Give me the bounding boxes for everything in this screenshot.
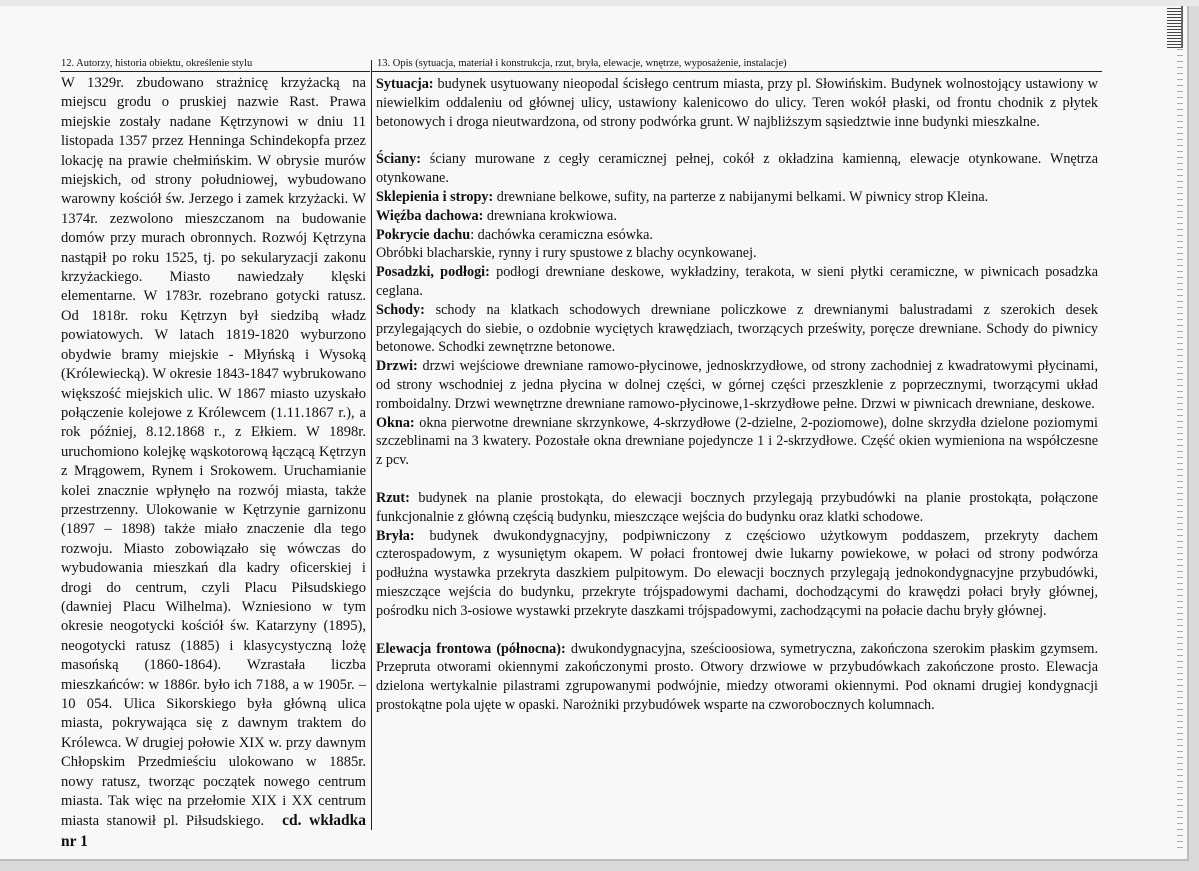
history-column [61, 74, 366, 852]
description-label: Drzwi: [376, 358, 418, 375]
description-paragraph [376, 640, 1098, 715]
description-text: schody na klatkach schodowych drewniane policzkowe z drewnianymi balustradami z szerokich desek przylegających do siebie, o ozdobnie wyciętych krawędziach, tworzących prześwity, poręcze drewniane. Schody do piwnicy betonowe. Schodki zewnętrzne betonowe. [376, 301, 1098, 356]
description-label: Posadzki, podłogi: [376, 264, 490, 281]
description-text: ściany murowane z cegły ceramicznej pełnej, cokół z okładzina kamienną, elewacje otynkowane. Wnętrza otynkowane. [376, 151, 1098, 187]
description-paragraph [376, 75, 1098, 131]
description-label: Sytuacja: [376, 76, 434, 92]
header-rule-right [372, 71, 1102, 72]
description-text: budynek na planie prostokąta, do elewacji bocznych przylegają przybudówki na planie prostokąta, połączone funkcjonalnie z główną częścią budynku, mieszczące wejścia do budynku oraz klatki schodowe. [376, 489, 1098, 525]
description-column [376, 75, 1098, 715]
scan-top-strip [0, 0, 1199, 6]
continuation-note: cd. wkładka nr 1 [61, 812, 366, 850]
section-header-history: 12. Autorzy, historia obiektu, określenie stylu [61, 58, 253, 69]
description-paragraph [376, 150, 1098, 188]
description-paragraph [376, 357, 1098, 413]
description-paragraph [376, 207, 1098, 226]
description-text: : dachówka ceramiczna esówka. [470, 226, 653, 243]
description-label: Więźba dachowa: [376, 207, 484, 224]
description-text: drewniane belkowe, sufity, na parterze z nabijanymi belkami. W piwnicy strop Kleina. [493, 188, 989, 205]
description-text: okna pierwotne drewniane skrzynkowe, 4-skrzydłowe (2-dzielne, 2-poziomowe), dolne skrzydła dzielone poziomymi szczeblinami na 3 kwatery. Pozostałe okna drewniane pojedyncze 1 i 2-skrzydłowe. Część okien wymieniona na współczesne z pcv. [376, 414, 1098, 469]
section-header-description: 13. Opis (sytuacja, materiał i konstrukcja, rzut, bryła, elewacje, wnętrze, wyposażenie, instalacje) [377, 58, 787, 69]
description-text: dwukondygnacyjna, sześcioosiowa, symetryczna, zakończona szerokim płaskim gzymsem. Przepruta otworami okiennymi zakończonymi prosto. Otwory drzwiowe w przybudówkach zakończone prosto. Elewacja dzielona wertykalnie pilastrami zgrupowanymi podwójnie, miedzy otworami okiennymi. Pod oknami drugiej kondygnacji prostokątne pola ujęte w opaski. Narożniki przybudówek wsparte na czworobocznych kolumnach. [376, 640, 1098, 713]
description-text: podłogi drewniane deskowe, wykładziny, terakota, w sieni płytki ceramiczne, w piwnicach posadzka ceglana. [376, 264, 1098, 299]
description-text: drewniana krokwiowa. [483, 207, 617, 224]
description-text: Obróbki blacharskie, rynny i rury spustowe z blachy ocynkowanej. [376, 245, 757, 262]
description-paragraph [376, 244, 1098, 263]
description-label: Ściany: [376, 151, 421, 168]
description-text: drzwi wejściowe drewniane ramowo-płycinowe, jednoskrzydłowe, od strony zachodniej z kwadratowymi płycinami, od strony wschodniej z jedna płycina w dolnej części, w górnej części przeszklenie z poprzecznymi, tworzącymi układ romboidalny. Drzwi wewnętrzne drewniane ramowo-płycinowe,1-skrzydłowe pełne. Drzwi w piwnicach drewniane, deskowe. [376, 358, 1098, 412]
header-rule-left [60, 71, 370, 72]
description-label: Pokrycie dachu [376, 226, 471, 243]
description-paragraph [376, 263, 1098, 301]
description-text: budynek usytuowany nieopodal ścisłego centrum miasta, przy pl. Słowińskim. Budynek wolnostojący ustawiony w niewielkim oddaleniu od głównej ulicy, ustawiony kalenicowo do ulicy. Teren wokół płaski, od frontu chodnik z płytek betonowych i droga nieutwardzona, od strony podwórka grunt. W najbliższym sąsiedztwie inne budynki mieszkalne. [376, 76, 1098, 130]
description-label: Rzut: [376, 489, 410, 506]
column-divider [371, 60, 372, 830]
description-paragraph [376, 489, 1098, 527]
description-paragraph [376, 301, 1098, 357]
description-paragraph [376, 527, 1098, 621]
scan-edge-marks [1167, 6, 1183, 48]
description-label: Bryła: [376, 527, 415, 544]
scan-right-edge [1177, 48, 1183, 848]
description-label: Elewacja frontowa (północna): [376, 640, 566, 657]
description-label: Schody: [376, 301, 425, 318]
description-text: budynek dwukondygnacyjny, podpiwniczony z częściowo użytkowym poddaszem, przekryty dachem czterospadowym, z wysuniętym okapem. W połaci frontowej dwie lukarny powiekowe, w połaci od strony podwórza podłużna wystawka przekryta daszkiem pulpitowym. Do elewacji bocznych przylegają jednokondygnacyjne przybudówki, mieszczące wejścia do budynku, przekryte trójspadowymi dachami, dochodzącymi do krawędzi połaci bryły głównej, pośrodku nich 3-osiowe wystawki przekryte daszkami trójspadowymi, zachodzącymi na połacie dachu bryły głównej. [376, 527, 1098, 619]
description-label: Sklepienia i stropy: [376, 188, 494, 205]
description-paragraph [376, 414, 1098, 470]
paragraph-spacer [376, 131, 1098, 150]
paragraph-spacer [376, 621, 1098, 640]
description-label: Okna: [376, 414, 415, 431]
description-paragraph [376, 226, 1098, 245]
paragraph-spacer [376, 470, 1098, 489]
description-paragraph [376, 188, 1098, 207]
history-text: W 1329r. zbudowano strażnicę krzyżacką na miejscu grodu o pruskiej nazwie Rast. Prawa miejskie zostały nadane Kętrzynowi w dniu 11 listopada 1357 przez Henninga Schindekopfa przez lokację na prawie chełmińskim. W obrysie murów miejskich, od strony południowej, wybudowano warowny kościół św. Jerzego i zamek krzyżacki. W 1374r. zezwolono mieszczanom na budowanie domów przy murach obronnych. Rozwój Kętrzyna nastąpił po roku 1525, tj. po sekularyzacji zakonu krzyżackiego. Miasto nawiedzały klęski elementarne. W 1783r. rozebrano gotycki ratusz. Od 1818r. roku Kętrzyn był siedzibą władz powiatowych. W latach 1819-1820 wyburzono obydwie bramy miejskie - Młyńską i Wysoką (Królewiecką). W okresie 1843-1847 wybrukowano większość miejskich ulic. W 1867 miasto uzyskało połączenie kolejowe z Królewcem (1.11.1867 r.), a rok później, 8.12.1868 r., z Ełkiem. W 1898r. uruchomiono kolejkę wąskotorową łączącą Kętrzyn z Mrągowem, Rynem i Srokowem. Uruchamianie kolei znacznie wpłynęło na rozwój miasta, także przestrzenny. Ulokowanie w Kętrzynie garnizonu (1897 – 1898) także miało znaczenie dla tego rozwoju. Miasto zobowiązało się wówczas do wybudowania mieszkań dla kadry oficerskiej i drogi do centrum, czyli Placu Piłsudskiego (dawniej Placu Wilhelma). Wzniesiono w tym okresie neogotycki kościół św. Katarzyny (1895), neogotycki ratusz (1885) i klasycystyczną lożę masońską (1860-1864). Wzrastała liczba mieszkańców: w 1886r. było ich 7188, a w 1905r. – 10 054. Ulica Sikorskiego była główną ulica miasta, pokrywająca się z dawnym traktem do Królewca. W drugiej połowie XIX w. przy dawnym Chłopskim Przedmieściu ulokowano w 1885r. nowy ratusz, tworząc początek nowego centrum miasta. Tak więc na przełomie XIX i XX centrum miasta stanowił pl. Piłsudskiego. [61, 75, 366, 830]
